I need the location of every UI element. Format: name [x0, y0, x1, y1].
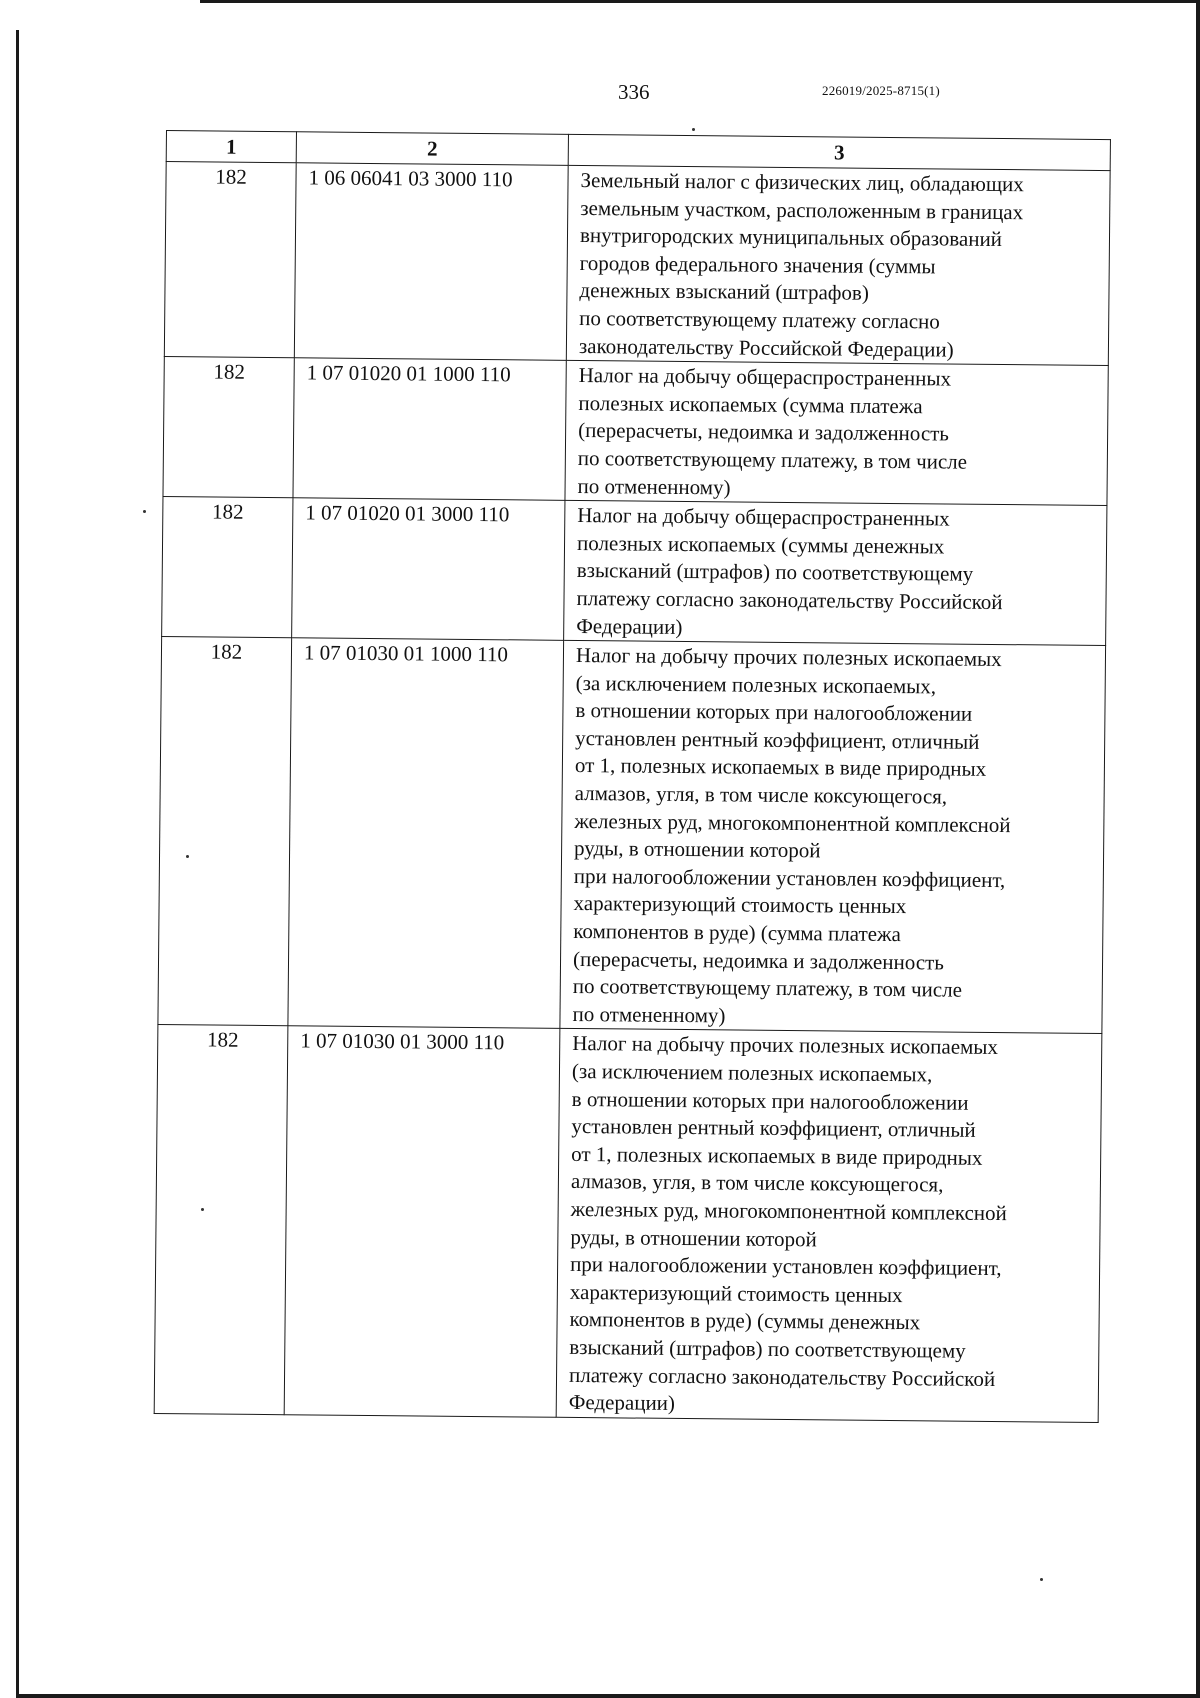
description-cell: Налог на добычу прочих полезных ископаемых (за исключением полезных ископаемых, в отношении которых при налогообложении установлен рентный коэффициент, отличный от 1, полезных ископаемых в виде природных алмазов, угля, в том числе коксующегося, железных руд, многокомпонентной комплексной руды, в отношении которой при налогообложении установлен коэффициент, характеризующий стоимость ценных компонентов в руде) (сумма платежа (перерасчеты, недоимка и задолженность по соответствующему платежу, в том числе по отмененному) [560, 640, 1106, 1033]
description-cell: Земельный налог с физических лиц, обладающих земельным участком, расположенным в границах внутригородских муниципальных образований городов федерального значения (суммы денежных взысканий (штрафов) по соответствующему платежу согласно законодательству Российской Федерации) [566, 165, 1110, 365]
document-reference: 226019/2025-8715(1) [822, 83, 940, 98]
scan-border-bottom [16, 1694, 1200, 1698]
table-row [154, 1025, 1102, 1422]
scan-speck [143, 510, 146, 513]
column-header-3: 3 [568, 134, 1110, 170]
scan-border-right [1196, 0, 1200, 1698]
admin-code-cell: 182 [163, 357, 294, 498]
description-cell: Налог на добычу общераспространенных полезных ископаемых (суммы денежных взысканий (штрафов) по соответствующему платежу согласно законодательству Российской Федерации) [564, 500, 1107, 645]
scan-speck [201, 1208, 204, 1211]
scan-speck [692, 128, 695, 131]
scan-border-left [16, 30, 19, 1698]
admin-code-cell: 182 [164, 162, 296, 358]
description-cell: Налог на добычу общераспространенных полезных ископаемых (сумма платежа (перерасчеты, недоимка и задолженность по соответствующему платежу, в том числе по отмененному) [565, 361, 1108, 506]
budget-code-cell: 1 07 01030 01 3000 110 [284, 1026, 560, 1417]
budget-code-cell: 1 07 01020 01 3000 110 [292, 498, 565, 641]
admin-code-cell: 182 [154, 1025, 288, 1415]
budget-code-cell: 1 06 06041 03 3000 110 [294, 163, 568, 361]
budget-code-cell: 1 07 01030 01 1000 110 [288, 638, 564, 1029]
description-cell: Налог на добычу прочих полезных ископаемых (за исключением полезных ископаемых, в отношении которых при налогообложении установлен рентный коэффициент, отличный от 1, полезных ископаемых в виде природных алмазов, угля, в том числе коксующегося, железных руд, многокомпонентной комплексной руды, в отношении которой при налогообложении установлен коэффициент, характеризующий стоимость ценных компонентов в руде) (суммы денежных взысканий (штрафов) по соответствующему платежу согласно законодательству Российской Федерации) [556, 1029, 1102, 1422]
column-header-1: 1 [166, 131, 296, 163]
scan-speck [186, 855, 189, 858]
scan-speck [1040, 1578, 1043, 1581]
classification-table [154, 130, 1111, 1423]
table-row [158, 637, 1106, 1034]
table-row [164, 162, 1110, 366]
classification-table-container [154, 130, 1110, 1423]
column-header-2: 2 [296, 132, 568, 166]
admin-code-cell: 182 [162, 497, 293, 638]
admin-code-cell: 182 [158, 637, 292, 1027]
table-row [162, 497, 1107, 646]
page-number: 336 [618, 80, 650, 104]
scan-border-top [200, 0, 1200, 3]
budget-code-cell: 1 07 01020 01 1000 110 [293, 358, 566, 501]
table-row [163, 357, 1108, 506]
